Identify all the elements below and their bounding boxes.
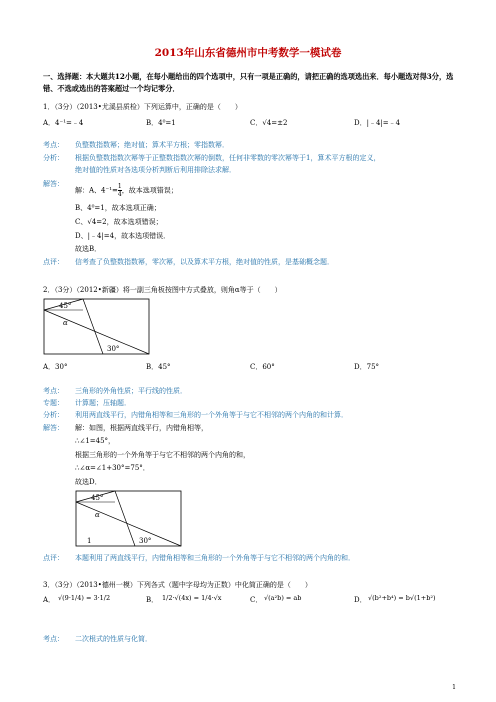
q2-fenxi: 利用两直线平行，内错角相等和三角形的一个外角等于与它不相邻的两个内角的和计算． bbox=[75, 411, 348, 419]
question-3-stem: 3．（3分）（2013•德州一模）下列各式（题中字母均为正数）中化简正确的是（ ） bbox=[43, 581, 312, 589]
q1-dianping-label: 点评： bbox=[43, 258, 64, 266]
question-1-option-b: B．4⁰=1 bbox=[146, 119, 176, 127]
fraction: $\frac{1}{4}$ bbox=[117, 183, 122, 198]
q2-jieda-line4: ∴∠α=∠1+30°=75°． bbox=[75, 464, 150, 472]
q1-dianping: 信考查了负整数指数幂，零次幂，以及算术平方根，绝对值的性质，是基础概念题． bbox=[75, 258, 334, 266]
question-1-option-d: D．|﹣4|=﹣4 bbox=[354, 119, 401, 127]
q3-kaodian: 二次根式的性质与化简． bbox=[75, 635, 152, 643]
question-1-option-c: C．√4=±2 bbox=[250, 119, 288, 127]
figure-angle-30: 30° bbox=[139, 537, 152, 545]
q1-jieda-line2: B、4⁰=1，故本选项正确； bbox=[75, 204, 161, 212]
question-2-option-c: C．60° bbox=[250, 363, 275, 371]
triangle-figure-1 bbox=[43, 298, 153, 356]
q1-jieda-line5: 故选B． bbox=[75, 245, 102, 253]
q2-jieda-line2: ∴∠1=45°， bbox=[75, 437, 116, 445]
question-3-option-a-expr: √(9·1/4) = 3·1/2 bbox=[58, 594, 111, 602]
q1-jieda-line1: 解：A、4⁻¹= $\frac{1}{4}$ ，故本选项错误； bbox=[75, 183, 178, 198]
q2-jieda-label: 解答： bbox=[43, 424, 64, 432]
question-1-option-a: A．4⁻¹=﹣4 bbox=[43, 119, 84, 127]
question-3-option-c-label: C． bbox=[250, 596, 263, 604]
q3-kaodian-label: 考点： bbox=[43, 635, 64, 643]
question-3-option-c-expr: √(a²b) = ab bbox=[264, 594, 302, 602]
q2-dianping: 本题利用了两直线平行，内错角相等和三角形的一个外角等于与它不相邻的两个内角的和． bbox=[75, 554, 355, 562]
q2-jieda-line5: 故选D． bbox=[75, 478, 102, 486]
figure-angle-alpha: α bbox=[95, 511, 100, 519]
question-3-option-a-label: A． bbox=[43, 596, 56, 604]
q1-kaodian: 负整数指数幂；绝对值；算术平方根；零指数幂． bbox=[75, 141, 229, 149]
q1-kaodian-label: 考点： bbox=[43, 141, 64, 149]
figure-angle-45: 45° bbox=[91, 494, 104, 502]
q2-jieda-line1: 解：如图，根据两直线平行，内错角相等， bbox=[75, 424, 208, 432]
question-2-option-b: B．45° bbox=[146, 363, 171, 371]
q2-fenxi-label: 分析： bbox=[43, 411, 64, 419]
q1-jieda-line4: D、|﹣4|=4，故本选项错误． bbox=[75, 232, 171, 240]
page-title: 2013年山东省德州市中考数学一模试卷 bbox=[154, 47, 342, 59]
q2-jieda-line3: 根据三角形的一个外角等于与它不相邻的两个内角的和， bbox=[75, 451, 250, 459]
figure-angle-45: 45° bbox=[59, 302, 72, 310]
q2-zhuanti: 计算题；压轴题． bbox=[75, 399, 131, 407]
figure-angle-1: 1 bbox=[87, 537, 92, 545]
question-2-option-a: A．30° bbox=[43, 363, 68, 371]
q2-kaodian: 三角形的外角性质；平行线的性质． bbox=[75, 387, 187, 395]
q1-fenxi-line2: 绝对值的性质对各选项分析判断后利用排除法求解． bbox=[75, 166, 236, 174]
triangle-figure-2 bbox=[75, 490, 185, 548]
question-3-option-d-expr: √(b²+b⁴) = b√(1+b²) bbox=[368, 594, 436, 602]
question-1-stem: 1．（3分）（2013•尤溪县质检）下列运算中，正确的是（ ） bbox=[43, 103, 242, 111]
q1-fenxi-label: 分析： bbox=[43, 154, 64, 162]
question-2-stem: 2．（3分）（2012•新疆）将一副三角板按图中方式叠放，则角α等于（ ） bbox=[43, 286, 282, 294]
q1-jieda-line3: C、√4=2，故本选项错误； bbox=[75, 218, 163, 226]
page-number: 1 bbox=[452, 684, 456, 691]
q2-kaodian-label: 考点： bbox=[43, 387, 64, 395]
section-heading: 一、选择题：本大题共12小题，在每小题给出的四个选项中，只有一项是正确的，请把正确的选项选出来．每小题选对得3分，选错、不选或选出的答案超过一个均记零分． bbox=[43, 72, 454, 93]
figure-angle-alpha: α bbox=[63, 319, 68, 327]
question-2-option-d: D．75° bbox=[354, 363, 380, 371]
q1-jieda-label: 解答： bbox=[43, 180, 64, 188]
figure-angle-30: 30° bbox=[107, 345, 120, 353]
question-3-option-b-expr: 1/2·√(4x) = 1/4·√x bbox=[162, 594, 222, 602]
question-3-option-b-label: B． bbox=[146, 596, 159, 604]
q1-fenxi-line1: 根据负整数指数次幂等于正整数指数次幂的倒数，任何非零数的零次幂等于1，算术平方根的定义， bbox=[75, 154, 381, 162]
q2-dianping-label: 点评： bbox=[43, 554, 64, 562]
q2-zhuanti-label: 专题： bbox=[43, 399, 64, 407]
question-3-option-d-label: D． bbox=[354, 596, 367, 604]
